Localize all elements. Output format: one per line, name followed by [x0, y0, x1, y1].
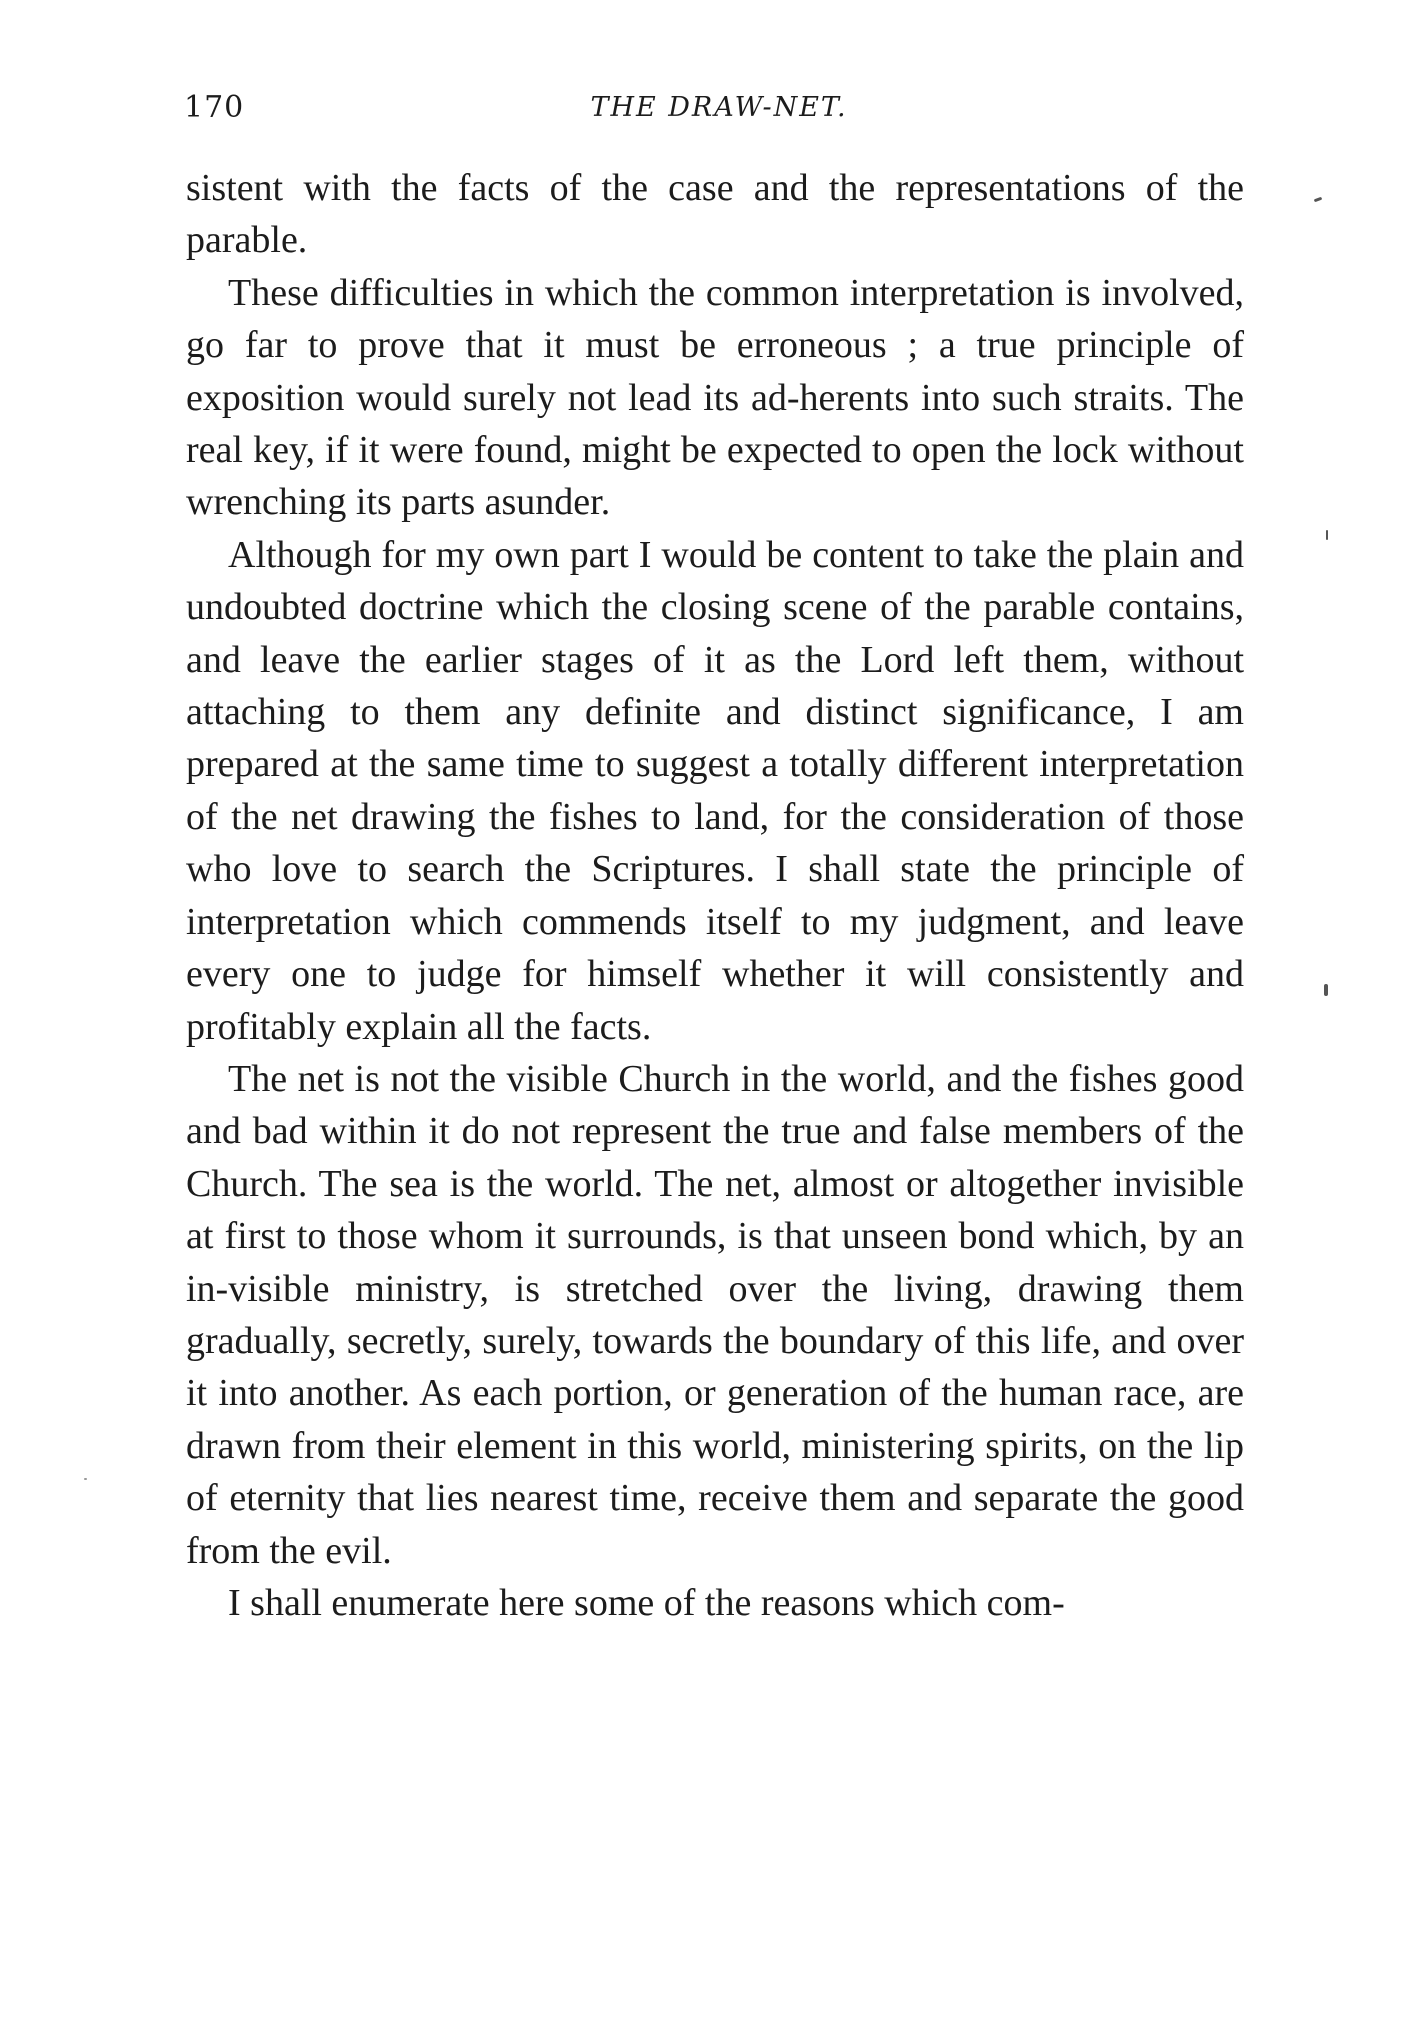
paragraph-interpretation: Although for my own part I would be content to take the plain and undoubted doctrine which the closing scene of the parable contains, and leave the earlier stages of it as the Lord left them, without attaching to them any definite and distinct significance, I am prepared at the same time to suggest a totally different interpretation of the net drawing the fishes to land, for the consideration of those who love to search the Scriptures. I shall state the principle of interpretation which commends itself to my judgment, and leave every one to judge for himself whether it will consistently and profitably explain all the facts.: [186, 533, 1244, 1048]
body-text: [186, 162, 1244, 1629]
page-number: 170: [184, 90, 245, 125]
paragraph-net-meaning: The net is not the visible Church in the world, and the fishes good and bad within it do not represent the true and false members of the Church. The sea is the world. The net, almost or altogether invisible at first to those whom it surrounds, is that unseen bond which, by an in-visible ministry, is stretched over the living, drawing them gradually, secretly, surely, towards the boundary of this life, and over it into another. As each portion, or generation of the human race, are drawn from their element in this world, ministering spirits, on the lip of eternity that lies nearest time, receive them and separate the good from the evil.: [186, 1057, 1244, 1572]
margin-speck: [1326, 530, 1328, 540]
paragraph-continuation: sistent with the facts of the case and the representations of the parable.: [186, 167, 1244, 262]
paragraph-reasons: I shall enumerate here some of the reasons which com-: [228, 1581, 1065, 1624]
margin-speck: [1324, 984, 1328, 996]
paragraph-difficulties: These difficulties in which the common interpretation is involved, go far to prove that it must be erroneous ; a true principle of exposition would surely not lead its ad-herents into such straits. The real key, if it were found, might be expected to open the lock without wrenching its parts asunder.: [186, 271, 1244, 524]
page-header: [184, 90, 1254, 134]
running-title: THE DRAW-NET.: [590, 92, 848, 123]
margin-speck: [84, 1478, 87, 1480]
margin-speck: [1314, 197, 1323, 203]
